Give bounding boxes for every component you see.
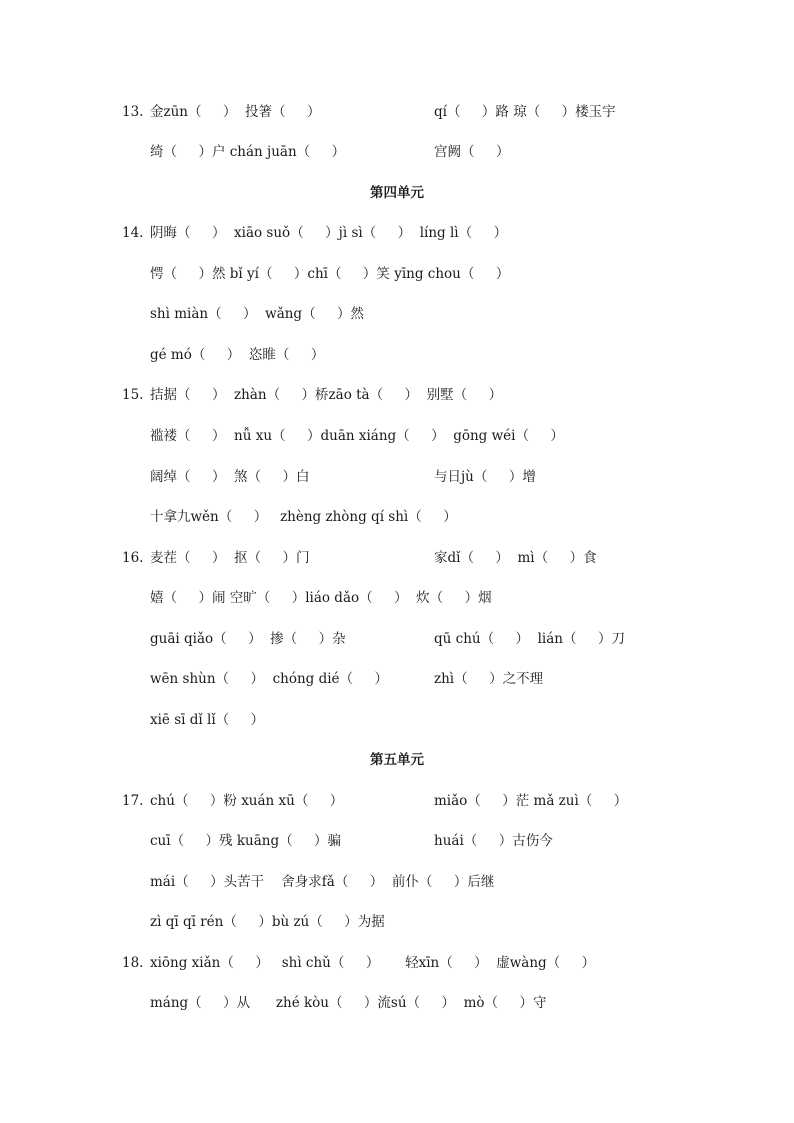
question-14-line-3 (0, 303, 794, 325)
unit-5-heading: 第五单元 (370, 752, 424, 768)
question-number: 13. (122, 104, 144, 120)
question-text: 麦茬（ ） 抠（ ）门 (150, 550, 310, 566)
question-number: 17. (122, 793, 144, 809)
question-number: 18. (122, 955, 144, 971)
question-13-line-2 (0, 141, 794, 163)
question-16-line-1 (0, 547, 794, 569)
question-16-line-3 (0, 628, 794, 650)
question-18-line-2 (0, 992, 794, 1014)
question-text: cuī（ ）残 kuāng（ ）骗 (150, 833, 342, 849)
question-text: shì miàn（ ） wǎng（ ）然 (150, 306, 365, 322)
question-text: 阔绰（ ） 煞（ ）白 (150, 469, 310, 485)
question-text: 金zūn（ ） 投箸（ ） (150, 104, 321, 120)
question-text: 嬉（ ）闹 空旷（ ）liáo dǎo（ ） 炊（ ）烟 (150, 590, 492, 606)
question-text: 宫阙（ ） (434, 144, 510, 160)
question-text: máng（ ）从 zhé kòu（ ）流sú（ ） mò（ ）守 (150, 995, 547, 1011)
question-text: 阴晦（ ） xiāo suǒ（ ）jì sì（ ） líng lì（ ） (150, 225, 508, 241)
question-text: 家dǐ（ ） mì（ ）食 (434, 550, 597, 566)
question-text: zì qī qī rén（ ）bù zú（ ）为据 (150, 914, 385, 930)
question-text: 褴褛（ ） nǚ xu（ ）duān xiáng（ ） gōng wéi（ ） (150, 428, 564, 444)
question-text: 与日jù（ ）增 (434, 469, 536, 485)
question-text: xiē sī dǐ lǐ（ ） (150, 712, 265, 728)
question-16-line-4 (0, 668, 794, 690)
question-15-line-1 (0, 384, 794, 406)
question-16-line-2 (0, 587, 794, 609)
question-14-line-1 (0, 222, 794, 244)
question-text: 绮（ ）户 chán juān（ ） (150, 144, 346, 160)
question-text: xiōng xiǎn（ ） shì chǔ（ ） 轻xīn（ ） 虚wàng（ ） (150, 955, 596, 971)
question-text: gé mó（ ） 恣睢（ ） (150, 347, 325, 363)
question-14-line-2 (0, 263, 794, 285)
question-text: guāi qiǎo（ ） 掺（ ）杂 (150, 631, 346, 647)
question-text: zhì（ ）之不理 (434, 671, 544, 687)
question-17-line-3 (0, 871, 794, 893)
question-15-line-2 (0, 425, 794, 447)
question-15-line-3 (0, 466, 794, 488)
question-number: 14. (122, 225, 144, 241)
unit-4-heading: 第四单元 (370, 185, 424, 201)
question-17-line-4 (0, 911, 794, 933)
question-text: qū chú（ ） lián（ ）刀 (434, 631, 625, 647)
question-17-line-1 (0, 790, 794, 812)
question-text: huái（ ）古伤今 (434, 833, 553, 849)
question-text: 拮据（ ） zhàn（ ）桥zāo tà（ ） 别墅（ ） (150, 387, 503, 403)
question-text: qí（ ）路 琼（ ）楼玉宇 (434, 104, 616, 120)
question-13-line-1 (0, 101, 794, 123)
question-15-line-4 (0, 506, 794, 528)
question-number: 15. (122, 387, 144, 403)
question-text: chú（ ）粉 xuán xū（ ） (150, 793, 344, 809)
question-text: wēn shùn（ ） chóng dié（ ） (150, 671, 388, 687)
question-17-line-2 (0, 830, 794, 852)
question-text: 愕（ ）然 bǐ yí（ ）chī（ ）笑 yīng chou（ ） (150, 266, 510, 282)
question-text: miǎo（ ）茫 mǎ zuì（ ） (434, 793, 628, 809)
question-number: 16. (122, 550, 144, 566)
question-text: 十拿九wěn（ ） zhèng zhòng qí shì（ ） (150, 509, 457, 525)
question-14-line-4 (0, 344, 794, 366)
question-text: mái（ ）头苦干 舍身求fǎ（ ） 前仆（ ）后继 (150, 874, 495, 890)
question-16-line-5 (0, 709, 794, 731)
question-18-line-1 (0, 952, 794, 974)
